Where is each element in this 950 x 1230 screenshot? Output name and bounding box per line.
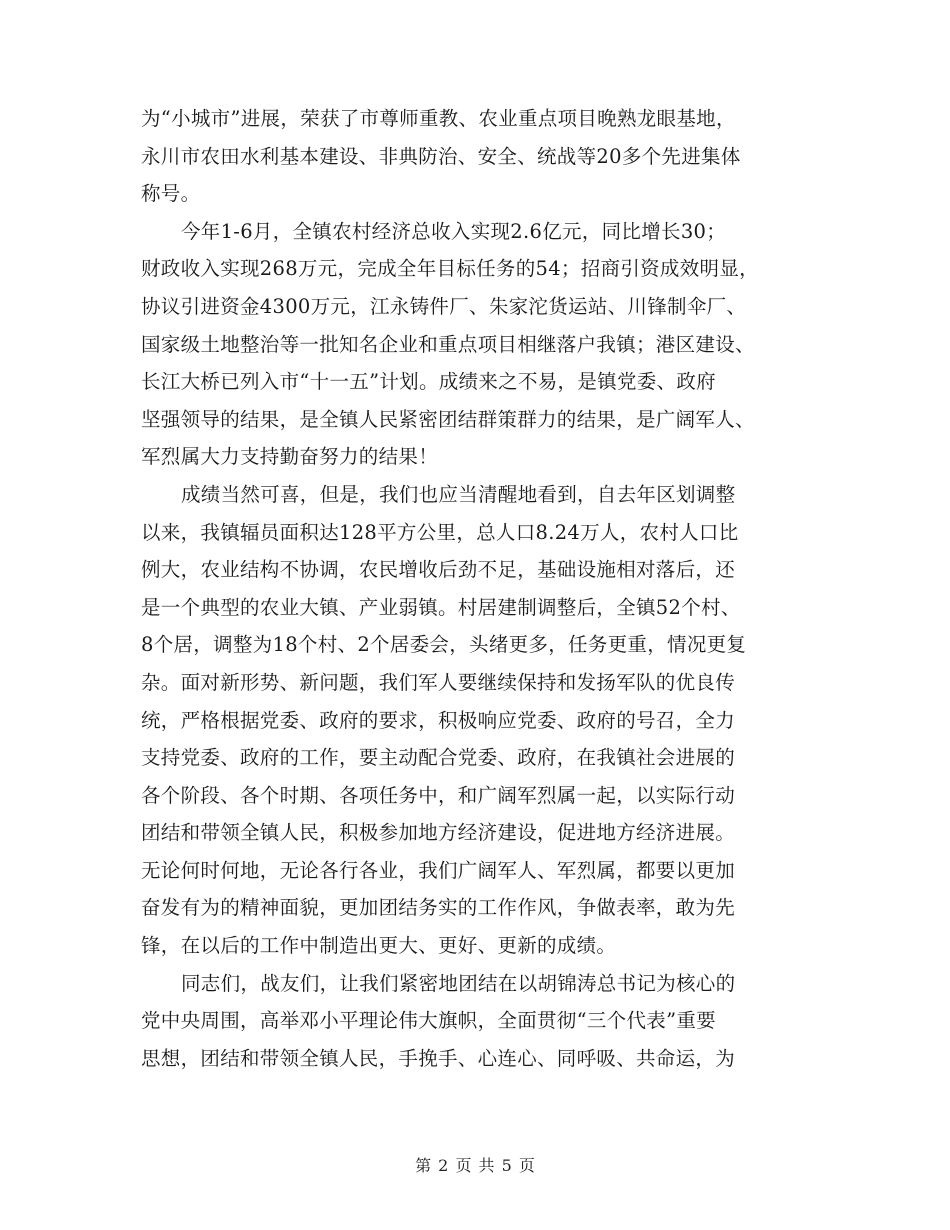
text-line: 为“小城市”进展，荣获了市尊师重教、农业重点项目晚熟龙眼基地，: [141, 107, 736, 130]
text-line: 坚强领导的结果，是全镇人民紧密团结群策群力的结果，是广阔军人、: [141, 407, 755, 431]
page-number-footer: 第 2 页 共 5 页: [415, 1156, 535, 1175]
text-line: 以来，我镇辐员面积达128平方公里，总人口8.24万人，农村人口比: [141, 520, 739, 544]
text-line: 协议引进资金4300万元，江永铸件厂、朱家沱货运站、川锋制伞厂、: [141, 294, 747, 318]
text-line: 是一个典型的农业大镇、产业弱镇。村居建制调整后，全镇52个村、: [141, 595, 741, 619]
body-text: [141, 100, 813, 1077]
text-line: 财政收入实现268万元，完成全年目标任务的54；招商引资成效明显，: [141, 257, 759, 281]
paragraph-start-line: 成绩当然可喜，但是，我们也应当清醒地看到，自去年区划调整: [181, 482, 736, 506]
text-line: 8个居，调整为18个村、2个居委会，头绪更多，任务更重，情况更复: [141, 633, 747, 657]
text-line: 统，严格根据党委、政府的要求，积极响应党委、政府的号召，全力: [141, 708, 736, 732]
text-line: 无论何时何地，无论各行各业，我们广阔军人、军烈属，都要以更加: [141, 858, 736, 882]
text-line: 思想，团结和带领全镇人民，手挽手、心连心、同呼吸、共命运，为: [141, 1046, 736, 1070]
paragraph-start-line: 今年1-6月，全镇农村经济总收入实现2.6亿元，同比增长30；: [181, 219, 727, 243]
text-line: 例大，农业结构不协调，农民增收后劲不足，基础设施相对落后，还: [141, 558, 736, 582]
text-line: 支持党委、政府的工作，要主动配合党委、政府，在我镇社会进展的: [141, 746, 736, 770]
text-line: 各个阶段、各个时期、各项任务中，和广阔军烈属一起，以实际行动: [141, 783, 736, 807]
text-line: 永川市农田水利基本建设、非典防治、安全、统战等20多个先进集体: [141, 144, 741, 168]
paragraph-start-line: 同志们，战友们，让我们紧密地团结在以胡锦涛总书记为核心的: [181, 971, 736, 995]
text-line: 国家级土地整治等一批知名企业和重点项目相继落户我镇；港区建设、: [141, 332, 755, 356]
text-line: 团结和带领全镇人民，积极参加地方经济建设，促进地方经济进展。: [141, 821, 736, 845]
text-line: 杂。面对新形势、新问题，我们军人要继续保持和发扬军队的优良传: [141, 670, 736, 694]
text-line: 奋发有为的精神面貌，更加团结务实的工作作风，争做表率，敢为先: [141, 896, 736, 920]
text-line: 军烈属大力支持勤奋努力的结果！: [141, 445, 439, 469]
text-line: 党中央周围，高举邓小平理论伟大旗帜，全面贯彻“三个代表”重要: [141, 1009, 716, 1033]
text-line: 锋，在以后的工作中制造出更大、更好、更新的成绩。: [141, 934, 617, 958]
text-line: 称号。: [141, 182, 201, 206]
text-line: 长江大桥已列入市“十一五”计划。成绩来之不易，是镇党委、政府: [141, 370, 716, 394]
